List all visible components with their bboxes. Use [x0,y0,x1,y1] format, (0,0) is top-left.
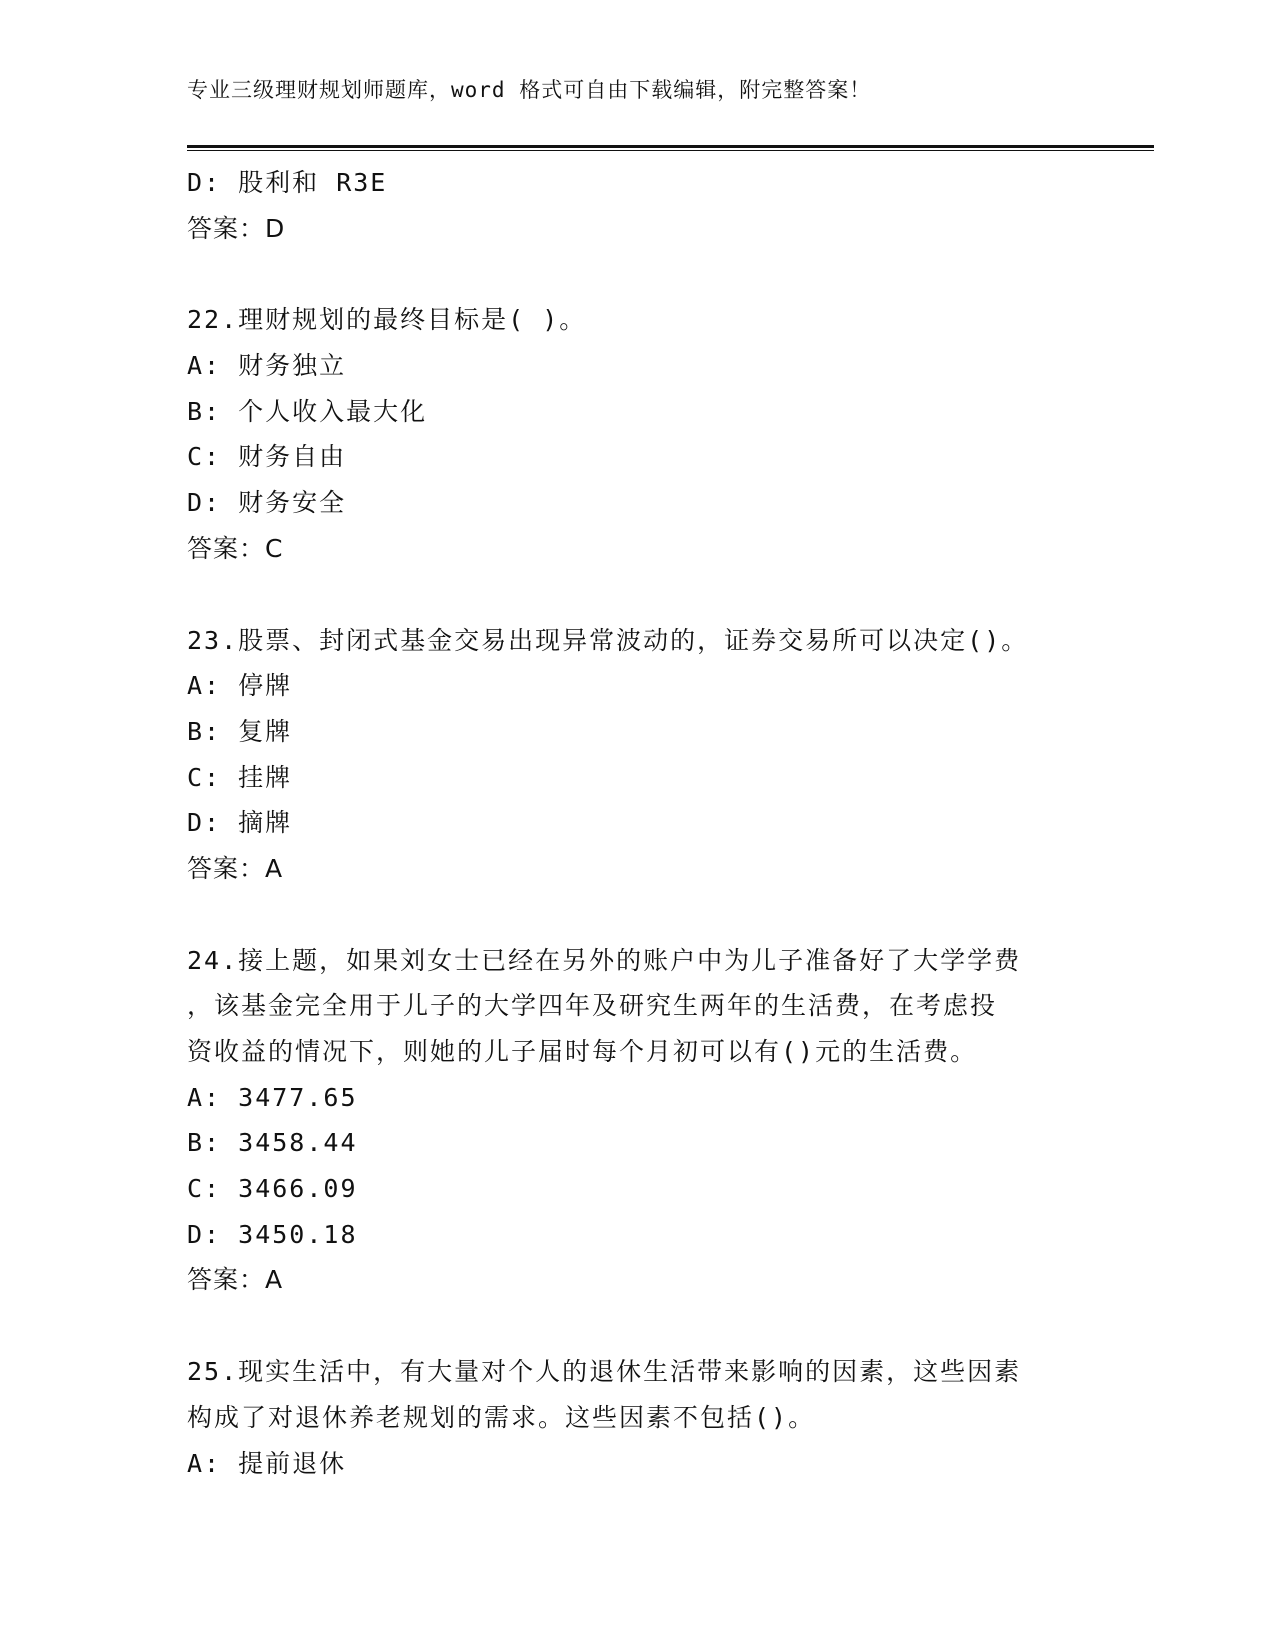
q22-option-b: B: 个人收入最大化 [187,396,428,426]
q24-stem-line-2: ，该基金完全用于儿子的大学四年及研究生两年的生活费，在考虑投 [187,991,998,1021]
header-rule [187,145,1154,151]
answer-value: C [265,533,284,563]
q24-stem-line-1: 24.接上题，如果刘女士已经在另外的账户中为儿子准备好了大学学费 [187,945,1022,975]
document-body [187,160,1087,1486]
q24-option-b: B: 3458.44 [187,1128,358,1158]
q24-option-c: C: 3466.09 [187,1174,358,1204]
q23-answer [187,846,1087,892]
answer-value: A [265,853,284,883]
q22-stem: 22.理财规划的最终目标是( )。 [187,305,587,335]
q23-option-c: C: 挂牌 [187,762,293,792]
q23-stem: 23.股票、封闭式基金交易出现异常波动的，证券交易所可以决定()。 [187,625,1029,655]
q24-option-d: D: 3450.18 [187,1219,358,1249]
q24-option-a: A: 3477.65 [187,1082,358,1112]
q21-option-d: D: 股利和 R3E [187,168,388,197]
q24-answer [187,1257,1087,1303]
q24-stem-line-3: 资收益的情况下，则她的儿子届时每个月初可以有()元的生活费。 [187,1037,978,1066]
q22-answer [187,526,1087,572]
answer-label: 答案： [187,213,266,243]
page-header: 专业三级理财规划师题库，word 格式可自由下载编辑，附完整答案！ [187,78,872,102]
q21-answer [187,206,1087,252]
q25-stem-line-2: 构成了对退休养老规划的需求。这些因素不包括()。 [187,1402,816,1432]
q22-option-c: C: 财务自由 [187,442,347,472]
q25-option-a: A: 提前退休 [187,1448,347,1478]
answer-label: 答案： [187,533,266,563]
answer-value: D [265,213,286,243]
q25-stem-line-1: 25.现实生活中，有大量对个人的退休生活带来影响的因素，这些因素 [187,1357,1022,1387]
q22-option-a: A: 财务独立 [187,351,347,381]
q23-option-d: D: 摘牌 [187,808,293,838]
answer-label: 答案： [187,853,266,883]
q22-option-d: D: 财务安全 [187,488,347,518]
spacer [187,892,1087,938]
answer-label: 答案： [187,1265,266,1295]
spacer [187,251,1087,297]
q23-option-a: A: 停牌 [187,671,293,701]
q23-option-b: B: 复牌 [187,716,293,746]
answer-value: A [265,1265,284,1295]
spacer [187,1303,1087,1349]
spacer [187,572,1087,618]
